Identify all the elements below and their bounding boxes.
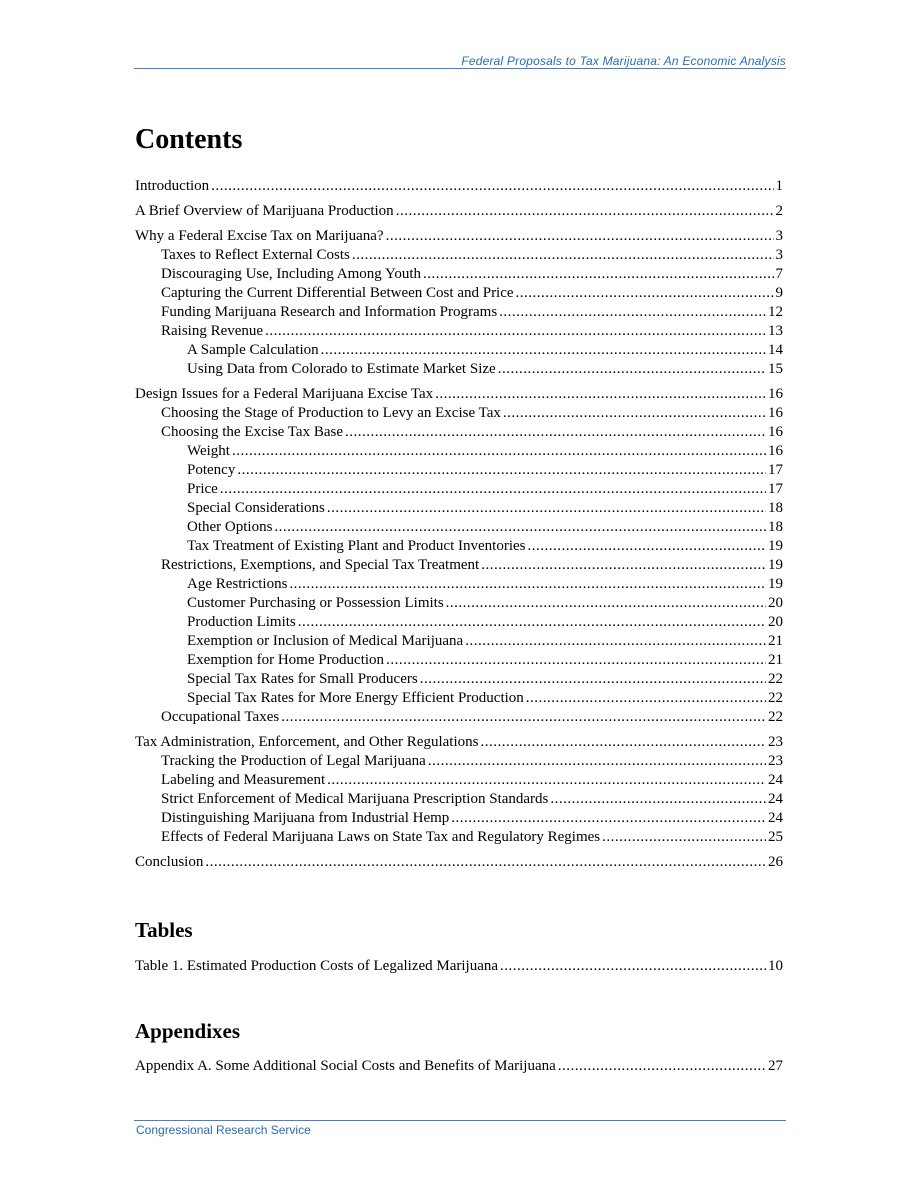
dot-leader: [386, 227, 774, 246]
dot-leader: [516, 284, 774, 303]
toc-entry[interactable]: [135, 1057, 783, 1076]
toc-entry[interactable]: [135, 809, 783, 828]
toc-entry-page: 27: [768, 1058, 783, 1074]
toc-entry[interactable]: [135, 771, 783, 790]
toc-entry[interactable]: [135, 480, 783, 499]
toc-entry-page: 16: [768, 386, 783, 402]
dot-leader: [465, 632, 766, 651]
toc-entry[interactable]: [135, 828, 783, 847]
dot-leader: [503, 404, 766, 423]
toc-entry-title: Occupational Taxes: [161, 709, 280, 725]
toc-entry-page: 2: [775, 203, 783, 219]
toc-entry-page: 21: [768, 633, 783, 649]
toc-entry-title: Tax Administration, Enforcement, and Other Regulations: [135, 734, 479, 750]
toc-entry-page: 3: [775, 247, 783, 263]
toc-entry-title: Special Tax Rates for Small Producers: [187, 671, 418, 687]
toc-entry-page: 14: [768, 342, 783, 358]
dot-leader: [327, 499, 766, 518]
toc-entry-title: Why a Federal Excise Tax on Marijuana?: [135, 228, 384, 244]
dot-leader: [481, 556, 766, 575]
toc-entry-page: 12: [768, 304, 783, 320]
toc-entry-title: Using Data from Colorado to Estimate Market Size: [187, 361, 496, 377]
dot-leader: [435, 385, 766, 404]
toc-entry-page: 23: [768, 753, 783, 769]
appendixes-heading: Appendixes: [135, 1019, 241, 1043]
toc-entry[interactable]: [135, 265, 783, 284]
dot-leader: [526, 689, 766, 708]
toc-entry-page: 16: [768, 443, 783, 459]
toc-entry[interactable]: [135, 957, 783, 976]
toc-entry-page: 25: [768, 829, 783, 845]
toc-entry-title: Special Tax Rates for More Energy Efficient Production: [187, 690, 524, 706]
toc-entry-title: Design Issues for a Federal Marijuana Excise Tax: [135, 386, 434, 402]
dot-leader: [386, 651, 766, 670]
toc-entry-page: 19: [768, 576, 783, 592]
toc-entry[interactable]: [135, 385, 783, 404]
toc-entry-title: Tracking the Production of Legal Marijuana: [161, 753, 426, 769]
toc-entry-page: 10: [768, 958, 783, 974]
toc-entry[interactable]: [135, 670, 783, 689]
toc-entry-page: 17: [768, 462, 783, 478]
toc-entry[interactable]: [135, 752, 783, 771]
toc-entry-title: Choosing the Stage of Production to Levy an Excise Tax: [161, 405, 501, 421]
running-header: Federal Proposals to Tax Marijuana: An Economic Analysis: [461, 54, 786, 68]
toc-entry[interactable]: [135, 360, 783, 379]
dot-leader: [327, 771, 766, 790]
dot-leader: [558, 1057, 766, 1076]
toc-entry[interactable]: [135, 594, 783, 613]
toc-entry-title: Strict Enforcement of Medical Marijuana Prescription Standards: [161, 791, 549, 807]
toc-entry-page: 24: [768, 772, 783, 788]
toc-entry[interactable]: [135, 518, 783, 537]
toc-entry[interactable]: [135, 461, 783, 480]
toc-entry-page: 19: [768, 557, 783, 573]
dot-leader: [528, 537, 767, 556]
dot-leader: [396, 202, 774, 221]
toc-entry-page: 9: [775, 285, 783, 301]
toc-entry-title: Discouraging Use, Including Among Youth: [161, 266, 421, 282]
toc-entry-page: 1: [775, 178, 783, 194]
dot-leader: [602, 828, 766, 847]
toc-entry-title: Taxes to Reflect External Costs: [161, 247, 350, 263]
toc-entry-title: Other Options: [187, 519, 273, 535]
toc-entry-page: 18: [768, 519, 783, 535]
toc-entry[interactable]: [135, 177, 783, 196]
dot-leader: [352, 246, 774, 265]
toc-entry-title: A Sample Calculation: [187, 342, 319, 358]
toc-entry-page: 23: [768, 734, 783, 750]
appendixes-list: [135, 1057, 783, 1076]
toc-entry[interactable]: [135, 322, 783, 341]
toc-entry-title: Raising Revenue: [161, 323, 264, 339]
toc-entry-page: 13: [768, 323, 783, 339]
toc-entry-title: Conclusion: [135, 854, 204, 870]
toc-entry-page: 24: [768, 810, 783, 826]
toc-entry-page: 22: [768, 690, 783, 706]
toc-entry[interactable]: [135, 651, 783, 670]
toc-entry-title: Price: [187, 481, 218, 497]
contents-list: [135, 177, 783, 872]
toc-entry[interactable]: [135, 575, 783, 594]
toc-entry-title: Effects of Federal Marijuana Laws on State Tax and Regulatory Regimes: [161, 829, 601, 845]
toc-entry-page: 24: [768, 791, 783, 807]
toc-entry-page: 22: [768, 671, 783, 687]
toc-entry-title: Labeling and Measurement: [161, 772, 326, 788]
dot-leader: [232, 442, 766, 461]
dot-leader: [480, 733, 766, 752]
toc-entry-title: Customer Purchasing or Possession Limits: [187, 595, 444, 611]
toc-entry[interactable]: [135, 537, 783, 556]
dot-leader: [298, 613, 766, 632]
toc-entry-title: Appendix A. Some Additional Social Costs and Benefits of Marijuana: [135, 1058, 556, 1074]
toc-entry-page: 20: [768, 595, 783, 611]
toc-entry-title: Exemption for Home Production: [187, 652, 385, 668]
toc-entry[interactable]: [135, 790, 783, 809]
toc-entry[interactable]: [135, 303, 783, 322]
dot-leader: [220, 480, 766, 499]
dot-leader: [550, 790, 766, 809]
toc-entry[interactable]: [135, 689, 783, 708]
footer-rule: [134, 1120, 786, 1121]
toc-entry-page: 17: [768, 481, 783, 497]
toc-entry-page: 26: [768, 854, 783, 870]
toc-entry-page: 19: [768, 538, 783, 554]
toc-entry[interactable]: [135, 284, 783, 303]
toc-entry-title: Table 1. Estimated Production Costs of Legalized Marijuana: [135, 958, 499, 974]
dot-leader: [321, 341, 766, 360]
toc-entry[interactable]: [135, 404, 783, 423]
dot-leader: [211, 177, 773, 196]
toc-entry[interactable]: [135, 246, 783, 265]
tables-list: [135, 957, 783, 976]
toc-entry-title: Restrictions, Exemptions, and Special Tax Treatment: [161, 557, 480, 573]
toc-entry-page: 16: [768, 405, 783, 421]
header-rule: [134, 68, 786, 69]
toc-entry[interactable]: [135, 632, 783, 651]
toc-entry-title: Age Restrictions: [187, 576, 288, 592]
dot-leader: [237, 461, 766, 480]
toc-entry-title: Special Considerations: [187, 500, 325, 516]
toc-entry-page: 15: [768, 361, 783, 377]
toc-entry[interactable]: [135, 613, 783, 632]
dot-leader: [498, 360, 766, 379]
toc-entry[interactable]: [135, 499, 783, 518]
toc-entry-title: Exemption or Inclusion of Medical Marijuana: [187, 633, 464, 649]
toc-entry-title: Weight: [187, 443, 230, 459]
toc-entry-title: Production Limits: [187, 614, 296, 630]
dot-leader: [446, 594, 766, 613]
dot-leader: [345, 423, 766, 442]
toc-entry-title: Introduction: [135, 178, 210, 194]
contents-heading: Contents: [135, 124, 243, 155]
toc-entry-page: 3: [775, 228, 783, 244]
dot-leader: [274, 518, 766, 537]
dot-leader: [499, 303, 766, 322]
toc-entry-title: A Brief Overview of Marijuana Production: [135, 203, 394, 219]
toc-entry-page: 22: [768, 709, 783, 725]
toc-entry[interactable]: [135, 423, 783, 442]
tables-heading: Tables: [135, 918, 193, 942]
toc-entry-title: Potency: [187, 462, 236, 478]
toc-entry-page: 18: [768, 500, 783, 516]
toc-entry-title: Capturing the Current Differential Between Cost and Price: [161, 285, 514, 301]
toc-entry-page: 20: [768, 614, 783, 630]
dot-leader: [423, 265, 774, 284]
dot-leader: [265, 322, 766, 341]
toc-entry-page: 21: [768, 652, 783, 668]
toc-entry-page: 7: [775, 266, 783, 282]
dot-leader: [451, 809, 766, 828]
dot-leader: [420, 670, 766, 689]
toc-entry-title: Choosing the Excise Tax Base: [161, 424, 343, 440]
toc-entry[interactable]: [135, 442, 783, 461]
toc-entry[interactable]: [135, 227, 783, 246]
toc-entry[interactable]: [135, 708, 783, 727]
toc-entry[interactable]: [135, 853, 783, 872]
dot-leader: [500, 957, 766, 976]
toc-entry[interactable]: [135, 556, 783, 575]
dot-leader: [428, 752, 766, 771]
toc-entry[interactable]: [135, 202, 783, 221]
toc-entry-title: Tax Treatment of Existing Plant and Product Inventories: [187, 538, 526, 554]
toc-entry-title: Distinguishing Marijuana from Industrial Hemp: [161, 810, 450, 826]
dot-leader: [205, 853, 766, 872]
dot-leader: [281, 708, 766, 727]
toc-entry[interactable]: [135, 733, 783, 752]
dot-leader: [289, 575, 766, 594]
toc-entry-page: 16: [768, 424, 783, 440]
toc-entry[interactable]: [135, 341, 783, 360]
footer-publisher: Congressional Research Service: [136, 1123, 311, 1137]
toc-entry-title: Funding Marijuana Research and Information Programs: [161, 304, 498, 320]
